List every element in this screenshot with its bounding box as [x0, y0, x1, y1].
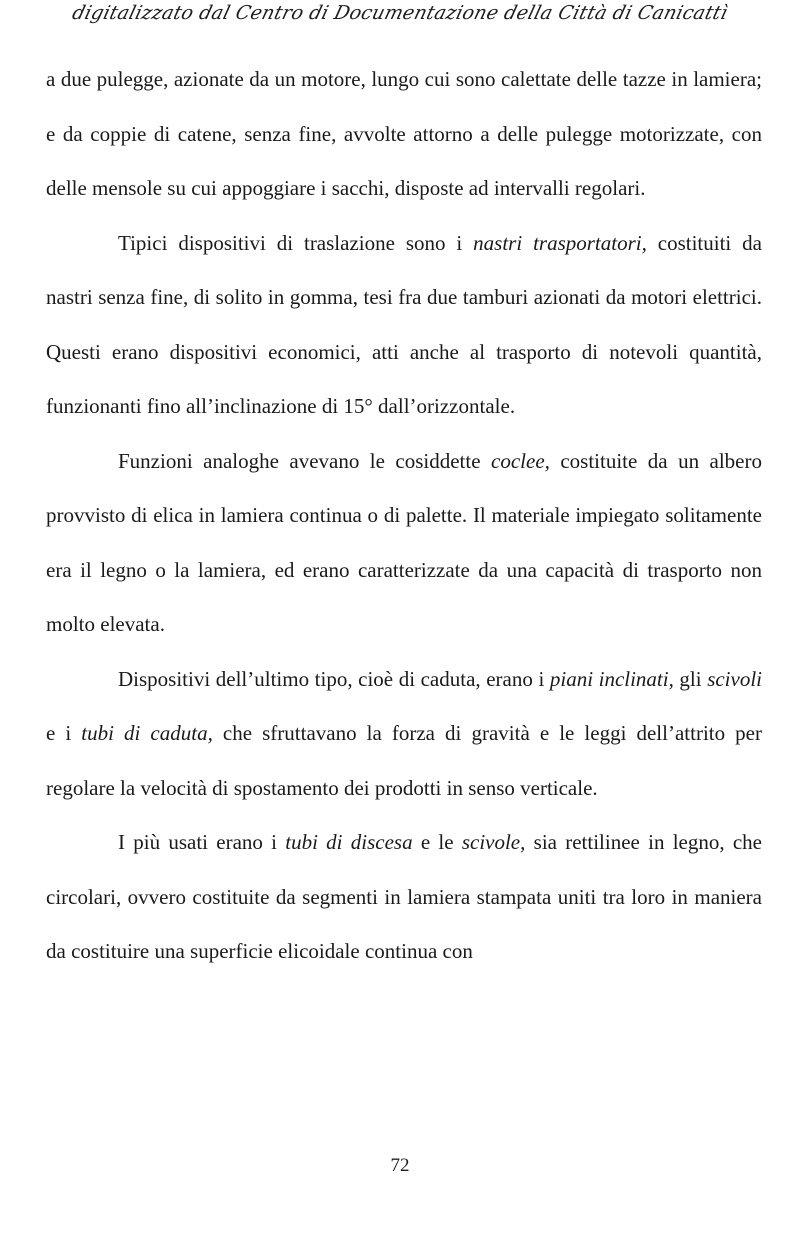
- text-segment: Dispositivi dell’ultimo tipo, cioè di caduta, erano i: [118, 666, 550, 691]
- text-segment: e i: [46, 721, 82, 745]
- italic-term: tubi di discesa: [285, 830, 413, 854]
- text-segment: Tipici dispositivi di traslazione sono i: [118, 230, 474, 255]
- text-segment: costituite da un albero provvisto di elica in lamiera continua o di palette. Il materiale impiegato solitamente era il legno o la lamiera, ed erano caratterizzate da una capacità di trasporto non molto elevata.: [46, 448, 762, 636]
- italic-term: tubi di caduta,: [81, 721, 213, 745]
- watermark-header: digitalizzato dal Centro di Documentazione della Città di Canicattì: [69, 2, 731, 24]
- italic-term: scivole,: [461, 830, 526, 854]
- italic-term: coclee,: [491, 448, 550, 473]
- text-segment: gli: [673, 666, 708, 691]
- document-body: [46, 52, 762, 979]
- paragraph-1: [46, 52, 762, 216]
- paragraph-3: [46, 434, 762, 652]
- italic-term: scivoli: [707, 666, 763, 691]
- text-segment: che sfruttavano la forza di gravità e le leggi dell’attrito per regolare la velocità di spostamento dei prodotti in senso verticale.: [46, 721, 763, 800]
- paragraph-4: [46, 652, 762, 816]
- paragraph-2: [46, 216, 762, 434]
- text-segment: Funzioni analoghe avevano le cosiddette: [118, 448, 492, 473]
- paragraph-5: [46, 815, 762, 979]
- page-number: 72: [390, 1155, 410, 1176]
- text-segment: e le: [412, 830, 462, 854]
- italic-term: nastri trasportatori,: [473, 230, 647, 255]
- text-segment: sia rettilinee in legno, che circolari, ovvero costituite da segmenti in lamiera stampata uniti tra loro in maniera da costituire una superficie elicoidale continua con: [46, 830, 762, 963]
- text-segment: a due pulegge, azionate da un motore, lungo cui sono calettate delle tazze in lamiera; e da coppie di catene, senza fine, avvolte attorno a delle pulegge motorizzate, con delle mensole su cui appoggiare i sacchi, disposte ad intervalli regolari.: [46, 67, 762, 200]
- text-segment: costituiti da nastri senza fine, di solito in gomma, tesi fra due tamburi azionati da motori elettrici. Questi erano dispositivi economici, atti anche al trasporto di notevoli quantità, funzionanti fino all’inclinazione di 15° dall’orizzontale.: [46, 230, 762, 418]
- italic-term: piani inclinati,: [549, 666, 674, 691]
- text-segment: I più usati erano i: [118, 830, 286, 854]
